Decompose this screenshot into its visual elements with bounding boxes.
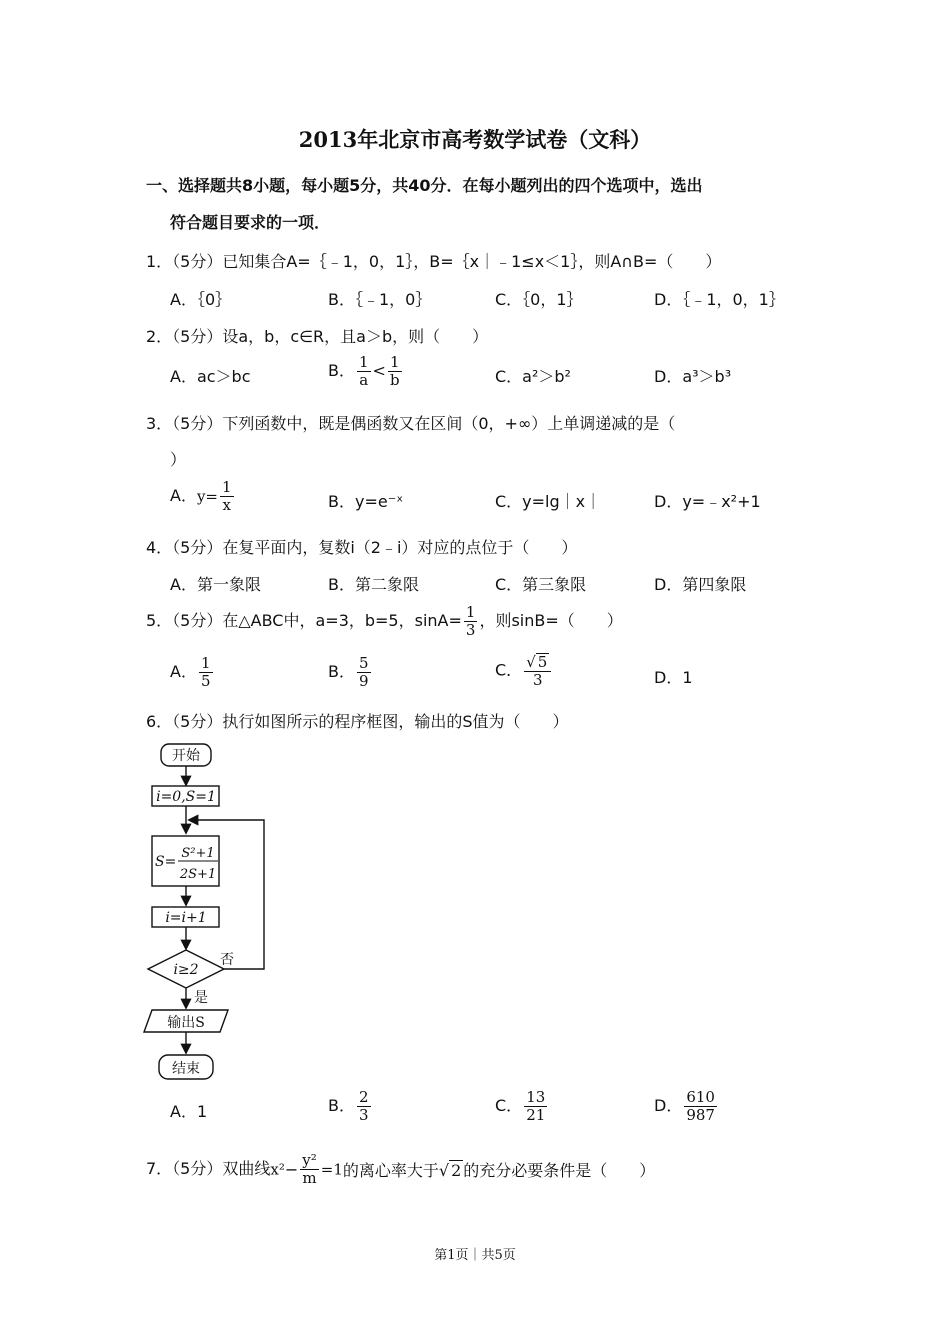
q3-stem-line1: 3．（5分）下列函数中，既是偶函数又在区间（0，+∞）上单调递减的是（ xyxy=(146,414,676,433)
q3-stem-line2: ） xyxy=(170,450,187,469)
q5-option-d: D．1 xyxy=(654,668,693,687)
section-heading-line2: 符合题目要求的一项． xyxy=(170,213,331,232)
flow-no-label: 否 xyxy=(220,952,234,968)
q6-option-d: D． $\frac{610}{987}$ xyxy=(654,1088,715,1124)
flow-increment-label: i=i+1 xyxy=(165,910,207,926)
q4-option-d: D．第四象限 xyxy=(654,575,747,594)
q3-option-a: A．y= $\frac{1}{x}$ xyxy=(170,478,232,514)
q6-option-b: B． $\frac{2}{3}$ xyxy=(328,1088,369,1124)
q4-option-a: A．第一象限 xyxy=(170,575,261,594)
flow-yes-label: 是 xyxy=(194,990,208,1006)
q7-stem: 7．（5分）双曲线x²− $\frac{\text{y²}}{m}$ =1的离心率大于√ 2 的充分必要条件是（ ） xyxy=(146,1151,656,1187)
flow-output-label: 输出S xyxy=(167,1015,205,1031)
q2-stem: 2．（5分）设a，b，c∈R，且a＞b，则（ ） xyxy=(146,327,489,346)
q6-option-a: A．1 xyxy=(170,1102,208,1121)
q4-option-c: C．第三象限 xyxy=(495,575,587,594)
flow-end-label: 结束 xyxy=(172,1061,200,1077)
q5-option-c: C． $\frac{√ 5}{3}$ xyxy=(495,653,553,689)
q1-stem: 1．（5分）已知集合A=｛﹣1，0，1｝，B=｛x｜﹣1≤x＜1｝，则A∩B=（ ） xyxy=(146,252,722,271)
page-title: 2013年北京市高考数学试卷（文科） xyxy=(298,127,652,152)
q3-option-b: B．y=e⁻ˣ xyxy=(328,492,404,511)
q6-stem: 6．（5分）执行如图所示的程序框图，输出的S值为（ ） xyxy=(146,712,569,731)
flow-s-den: 2S+1 xyxy=(179,867,217,882)
q5-option-b: B． $\frac{5}{9}$ xyxy=(328,654,369,690)
q2-option-c: C．a²＞b² xyxy=(495,367,571,386)
q3-option-d: D．y=﹣x²+1 xyxy=(654,492,761,511)
q1-option-d: D．｛﹣1，0，1｝ xyxy=(654,290,785,309)
flow-start-label: 开始 xyxy=(172,748,200,764)
q3-option-c: C．y=lg｜x｜ xyxy=(495,492,602,511)
q2-option-a: A．ac＞bc xyxy=(170,367,251,386)
q1-option-b: B．｛﹣1，0｝ xyxy=(328,290,432,309)
q6-flowchart xyxy=(140,738,280,1088)
q2-option-b: B． $\frac{1}{a}$ < $\frac{1}{b}$ xyxy=(328,353,400,389)
q4-option-b: B．第二象限 xyxy=(328,575,419,594)
section-heading-line1: 一、选择题共8小题，每小题5分，共40分．在每小题列出的四个选项中，选出 xyxy=(146,176,703,195)
q1-option-a: A．｛0｝ xyxy=(170,290,232,309)
q5-option-a: A． $\frac{1}{5}$ xyxy=(170,654,211,690)
flow-s-num: S²+1 xyxy=(181,846,215,861)
flow-s-left: S= xyxy=(155,854,177,870)
q4-stem: 4．（5分）在复平面内，复数i（2﹣i）对应的点位于（ ） xyxy=(146,538,578,557)
flow-init-label: i=0,S=1 xyxy=(156,789,216,805)
page-footer: 第1页｜共5页 xyxy=(434,1248,516,1263)
q2-option-d: D．a³＞b³ xyxy=(654,367,732,386)
flow-condition-label: i≥2 xyxy=(173,962,199,978)
q6-option-c: C． $\frac{13}{21}$ xyxy=(495,1088,546,1124)
q1-option-c: C．｛0，1｝ xyxy=(495,290,583,309)
q5-stem: 5．（5分）在△ABC中，a=3，b=5，sinA= $\frac{1}{3}$ ，则sinB=（ ） xyxy=(146,603,623,639)
